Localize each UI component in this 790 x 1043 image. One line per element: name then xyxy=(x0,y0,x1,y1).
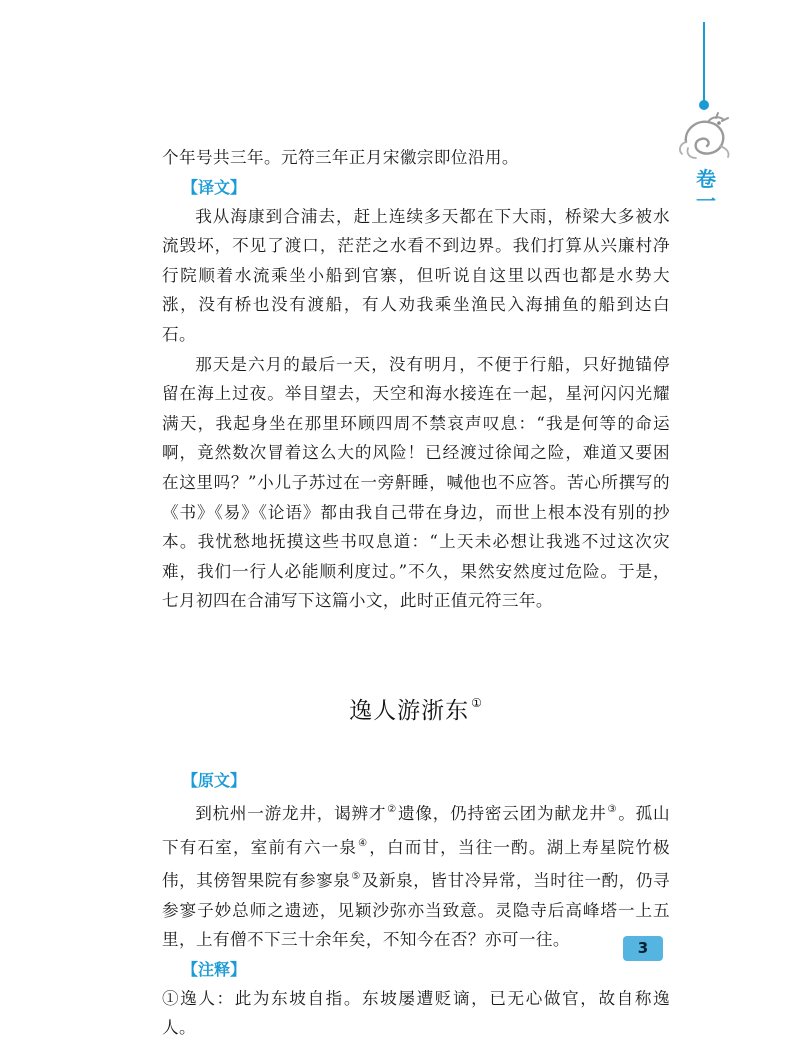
page-number: 3 xyxy=(623,936,663,961)
original-text-segment: 及新泉，皆甘冷异常，当时往一酌，仍寻参寥子妙总师之遗迹，见颖沙弥亦当致意。灵隐寺后高峰塔一上五里，上有僧不下三十余年矣，不知今在否？亦可一往。 xyxy=(162,871,670,950)
volume-label xyxy=(694,168,718,212)
translation-paragraph: 那天是六月的最后一天，没有明月，不便于行船，只好抛锚停留在海上过夜。举目望去，天空和海水接连在一起，星河闪闪光耀满天，我起身坐在那里环顾四周不禁哀声叹息：“我是何等的命运啊，竟然数次冒着这么大的风险！已经渡过徐闻之险，难道又要困在这里吗？”小儿子苏过在一旁鼾睡，喊他也不应答。苦心所撰写的《书》《易》《论语》都由我自己带在身边，而世上根本没有别的抄本。我忧愁地抚摸这些书叹息道：“上天未必想让我逃不过这次灾难，我们一行人必能顺利度过。”不久，果然安然度过危险。于是，七月初四在合浦写下这篇小文，此时正值元符三年。 xyxy=(162,354,670,611)
original-text-segment: ，白而甘，当往一酌。湖上寿星院竹极伟，其傍智果院有参寥泉 xyxy=(162,837,670,891)
original-text-segment: 。孤山下有石室，室前有六一泉 xyxy=(162,803,670,857)
side-accent-line xyxy=(703,22,705,102)
footnote-marker: ⑤ xyxy=(351,871,361,883)
original-text-segment: 遗像，仍持密云团为献龙井 xyxy=(398,803,607,823)
side-accent-dot xyxy=(699,100,709,110)
notes-heading: 【注释】 xyxy=(182,959,247,979)
article-title-text: 逸人游浙东 xyxy=(349,697,470,724)
volume-label-char: 卷 xyxy=(696,167,716,191)
dragon-ornament-icon xyxy=(676,112,734,162)
footnote-marker: ④ xyxy=(358,837,369,849)
footnote-marker: ② xyxy=(387,803,398,815)
original-text-segment: 到杭州一游龙井，谒辨才 xyxy=(195,803,387,823)
volume-label-char: 一 xyxy=(696,189,716,213)
footnote-marker: ③ xyxy=(607,803,618,815)
translation-heading: 【译文】 xyxy=(182,177,247,197)
translation-paragraph: 我从海康到合浦去，赶上连续多天都在下大雨，桥梁大多被水流毁坏，不见了渡口，茫茫之水看不到边界。我们打算从兴廉村净行院顺着水流乘坐小船到官寨，但听说自这里以西也都是水势大涨，没有桥也没有渡船，有人劝我乘坐渔民入海捕鱼的船到达白石。 xyxy=(162,206,670,344)
original-text-paragraph xyxy=(162,795,670,955)
note-item: ①逸人：此为东坡自指。东坡屡遭贬谪，已无心做官，故自称逸人。 xyxy=(162,988,670,1038)
article-title xyxy=(162,692,670,725)
original-text-heading: 【原文】 xyxy=(182,770,247,790)
page-content xyxy=(162,143,670,1043)
title-footnote-marker: ① xyxy=(471,695,483,710)
continued-note-text: 个年号共三年。元符三年正月宋徽宗即位沿用。 xyxy=(162,148,519,167)
